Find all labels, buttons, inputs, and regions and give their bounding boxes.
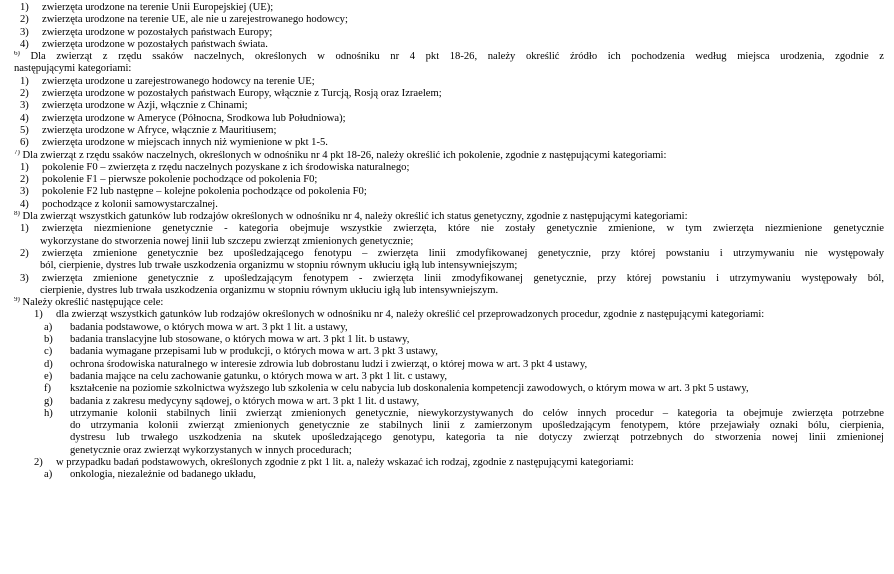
footnote-marker: 9) (14, 297, 20, 304)
text-line (14, 76, 884, 88)
text-line (14, 432, 884, 444)
line-text: Dla zwierząt z rzędu ssaków naczelnych, określonych w odnośniku nr 4 pkt 18-26, należy określić źródło ich pochodzenia według miejsca urodzenia, zgodnie z (19, 51, 884, 63)
list-marker: 2) (20, 174, 29, 186)
list-marker: a) (44, 469, 53, 481)
list-marker: 4) (20, 38, 29, 50)
line-text: pokolenie F1 – pierwsze pokolenie pochodzące od pokolenia F0; (42, 174, 318, 186)
list-marker: h) (44, 407, 53, 419)
list-marker: 4) (20, 198, 29, 210)
text-line (14, 125, 884, 137)
line-text: zwierzęta niezmienione genetycznie - kategoria obejmuje wszystkie zwierzęta, które nie zostały genetycznie zmienione, w tym zwierzęta niezmienione genetycznie (42, 223, 884, 235)
line-text: zwierzęta urodzone w Ameryce (Północna, Środkowa lub Południowa); (42, 112, 346, 124)
text-line (14, 297, 884, 309)
line-text: zwierzęta urodzone w miejscach innych niż wymienione w pkt 1-5. (42, 137, 328, 149)
text-line (14, 14, 884, 26)
line-text: zwierzęta zmienione genetycznie bez upośledzającego fenotypu – zwierzęta linii zmodyfikowanej genetycznie, przy której powstaniu i utrzymywaniu nie występowały (42, 247, 884, 259)
line-text: zwierzęta urodzone w pozostałych państwach Europy; (42, 26, 273, 38)
text-line (14, 174, 884, 186)
text-line (14, 27, 884, 39)
list-marker: 1) (34, 309, 43, 321)
line-text: następującymi kategoriami: (14, 63, 132, 75)
line-text: badania podstawowe, o których mowa w art. 3 pkt 1 lit. a ustawy, (70, 321, 348, 333)
line-text: ochrona środowiska naturalnego w interesie zdrowia lub dobrostanu ludzi i zwierząt, o której mowa w art. 3 pkt 4 ustawy, (70, 358, 588, 370)
line-text: wykorzystane do stworzenia nowej linii lub szczepu zwierząt zmienionych genetycznie; (40, 235, 414, 247)
line-text: zwierzęta urodzone na terenie UE, ale nie u zarejestrowanego hodowcy; (42, 14, 348, 26)
line-text: zwierzęta urodzone na terenie Unii Europejskiej (UE); (42, 2, 274, 13)
text-line (14, 273, 884, 285)
text-line (14, 63, 884, 75)
text-line (14, 383, 884, 395)
list-marker: 2) (20, 247, 29, 259)
line-text: zwierzęta zmienione genetycznie z upośledzającym fenotypem - zwierzęta linii zmodyfikowanej genetycznie, przy której powstaniu i utrzymywaniu występowały ból, (42, 272, 884, 284)
line-text: badania z zakresu medycyny sądowej, o których mowa w art. 3 pkt 1 lit. d ustawy, (70, 395, 420, 407)
line-text: dla zwierząt wszystkich gatunków lub rodzajów określonych w odnośniku nr 4, należy określić cel przeprowadzonych procedur, zgodnie z następującymi kategoriami: (56, 309, 765, 321)
line-text: pokolenie F0 – zwierzęta z rzędu naczelnych pozyskane z ich środowiska naturalnego; (42, 161, 410, 173)
list-marker: 2) (34, 456, 43, 468)
text-line (14, 359, 884, 371)
list-marker: b) (44, 334, 53, 346)
text-line (14, 322, 884, 334)
line-text: kształcenie na poziomie szkolnictwa wyższego lub szkolenia w celu nabycia lub doskonalenia kompetencji zawodowych, o którym mowa w art. 3 pkt 5 ustawy, (70, 383, 749, 395)
line-text: utrzymanie kolonii stabilnych linii zwierząt zmienionych genetycznie, niewykorzystywanych do celów innych procedur – kategoria ta obejmuje zwierzęta potrzebne (70, 407, 884, 419)
list-marker: a) (44, 321, 53, 333)
list-marker: 5) (20, 124, 29, 136)
text-line (14, 248, 884, 260)
line-text: zwierzęta urodzone u zarejestrowanego hodowcy na terenie UE; (42, 75, 315, 87)
list-marker: 3) (20, 26, 29, 38)
text-line (14, 211, 884, 223)
text-line (14, 334, 884, 346)
text-line (14, 408, 884, 420)
list-marker: e) (44, 370, 53, 382)
footnote-marker: 8) (14, 211, 20, 218)
list-marker: 2) (20, 88, 29, 100)
text-line (14, 420, 884, 432)
line-text: Dla zwierząt wszystkich gatunków lub rodzajów określonych w odnośniku nr 4, należy określić ich status genetyczny, zgodnie z następującymi kategoriami: (19, 211, 688, 223)
line-text: w przypadku badań podstawowych, określonych zgodnie z pkt 1 lit. a, należy wskazać ich rodzaj, zgodnie z następującymi kategoriami: (56, 456, 634, 468)
text-line (14, 285, 884, 297)
line-text: zwierzęta urodzone w Afryce, włącznie z Mauritiusem; (42, 124, 277, 136)
list-marker: 3) (20, 186, 29, 198)
text-line (14, 88, 884, 100)
line-text: zwierzęta urodzone w pozostałych państwach świata. (42, 38, 268, 50)
text-line (14, 260, 884, 272)
line-text: do utrzymania kolonii zwierząt zmienionych genetycznie ze stabilnych linii z zamierzonym upośledzającym fenotypem, które przejawiały oznaki bólu, cierpienia, (70, 420, 884, 432)
text-line (14, 51, 884, 63)
text-line (14, 39, 884, 51)
list-marker: 1) (20, 2, 29, 13)
text-line (14, 396, 884, 408)
line-text: zwierzęta urodzone w Azji, włącznie z Chinami; (42, 100, 248, 112)
text-line (14, 150, 884, 162)
text-line (14, 2, 884, 14)
list-marker: 1) (20, 75, 29, 87)
line-text: ból, cierpienie, dystres lub trwałe uszkodzenia organizmu w stopniu równym ukłuciu igłą lub intensywniejszym; (40, 260, 518, 272)
list-marker: 6) (20, 137, 29, 149)
line-text: badania translacyjne lub stosowane, o których mowa w art. 3 pkt 1 lit. b ustawy, (70, 334, 410, 346)
text-line (14, 445, 884, 457)
text-line (14, 100, 884, 112)
text-line (14, 309, 884, 321)
list-marker: 1) (20, 223, 29, 235)
text-line (14, 346, 884, 358)
list-marker: c) (44, 346, 53, 358)
list-marker: g) (44, 395, 53, 407)
line-text: cierpienie, dystres lub trwała uszkodzenia organizmu w stopniu równym ukłuciu igłą lub intensywniejszym. (40, 284, 499, 296)
line-text: badania mające na celu zachowanie gatunku, o których mowa w art. 3 pkt 1 lit. c ustawy, (70, 370, 448, 382)
list-marker: 3) (20, 100, 29, 112)
text-line (14, 137, 884, 149)
text-line (14, 162, 884, 174)
list-marker: 3) (20, 272, 29, 284)
line-text: onkologia, niezależnie od badanego układu, (70, 469, 256, 481)
text-line (14, 186, 884, 198)
text-line (14, 113, 884, 125)
line-text: Dla zwierząt z rzędu ssaków naczelnych, określonych w odnośniku nr 4 pkt 18-26, należy określić ich pokolenie, zgodnie z następującymi kategoriami: (19, 149, 667, 161)
text-line (14, 371, 884, 383)
list-marker: 4) (20, 112, 29, 124)
list-marker: d) (44, 358, 53, 370)
line-text: dystresu lub trwałego uszkodzenia na skutek upośledzającego genotypu, kategoria ta nie dotyczy zwierząt potrzebnych do stworzenia nowej linii zmienionej (70, 432, 884, 444)
list-marker: 1) (20, 161, 29, 173)
line-text: pokolenie F2 lub następne – kolejne pokolenia pochodzące od pokolenia F0; (42, 186, 367, 198)
line-text: zwierzęta urodzone w pozostałych państwach Europy, włącznie z Turcją, Rosją oraz Izraelem; (42, 88, 442, 100)
text-line (14, 223, 884, 235)
line-text: badania wymagane przepisami lub w produkcji, o których mowa w art. 3 pkt 3 ustawy, (70, 346, 438, 358)
text-line (14, 457, 884, 469)
text-line (14, 469, 884, 481)
line-text: genetycznie oraz zwierząt wykorzystanych w innych procedurach; (70, 444, 352, 456)
line-text: Należy określić następujące cele: (19, 297, 164, 309)
text-line (14, 199, 884, 211)
footnote-marker: 6) (14, 51, 20, 58)
text-line (14, 236, 884, 248)
list-marker: f) (44, 383, 52, 395)
list-marker: 2) (20, 14, 29, 26)
footnote-marker: 7) (14, 149, 20, 156)
line-text: pochodzące z kolonii samowystarczalnej. (42, 198, 218, 210)
